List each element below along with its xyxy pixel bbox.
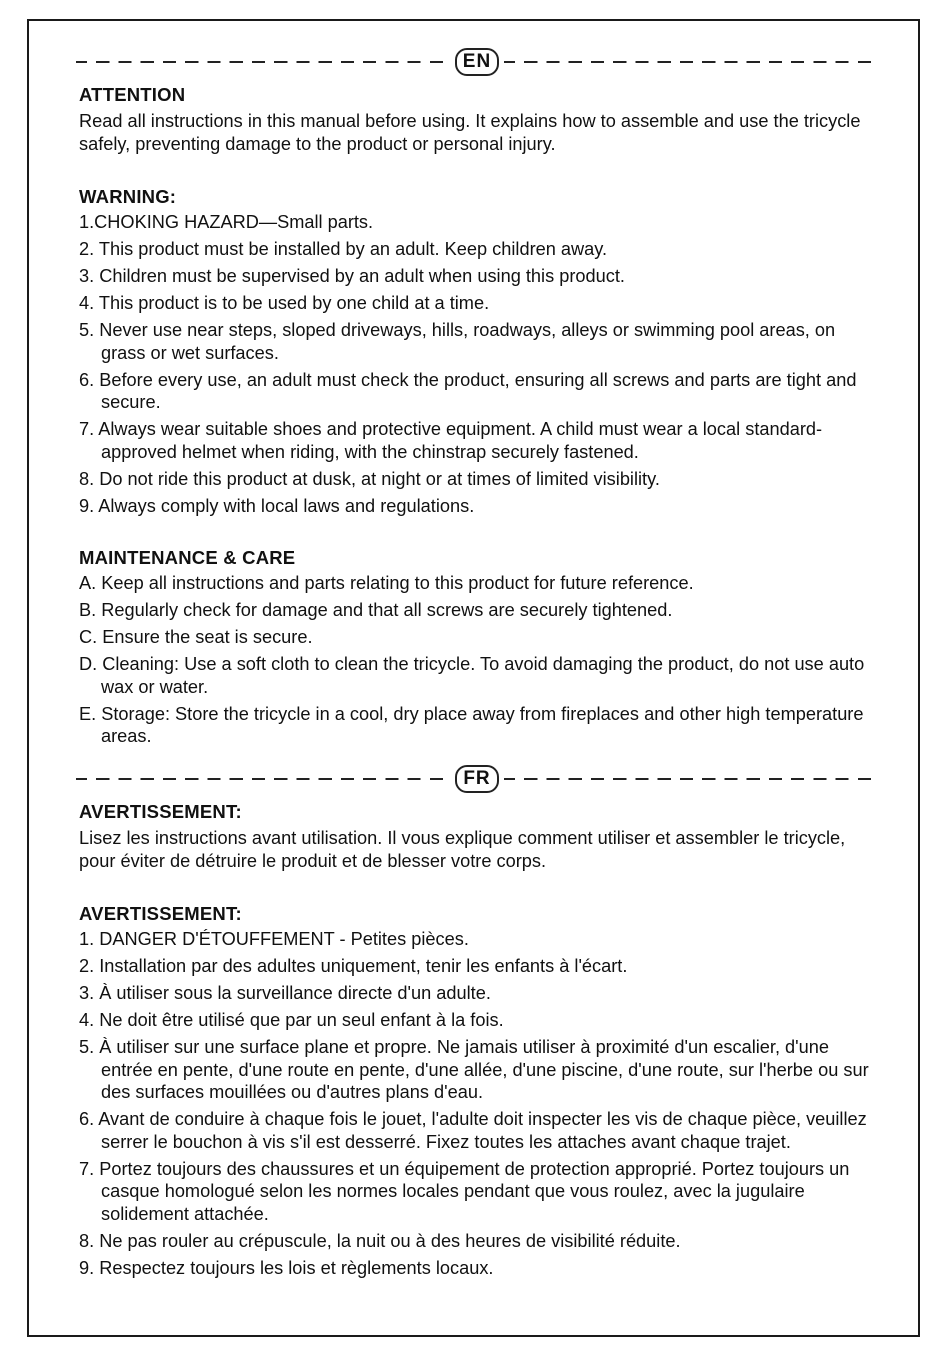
list-item: A. Keep all instructions and parts relating to this product for future reference.: [79, 573, 694, 593]
en-language-badge: EN: [455, 48, 499, 76]
list-item: 7. Always wear suitable shoes and protective equipment. A child must wear a local standard-approved helmet when riding, with the chinstrap securely fastened.: [79, 419, 823, 462]
list-item: 8. Ne pas rouler au crépuscule, la nuit ou à des heures de visibilité réduite.: [79, 1230, 681, 1251]
en-maintenance-section: [79, 547, 879, 752]
en-warning-section: [79, 186, 879, 522]
list-item: 3. À utiliser sous la surveillance directe d'un adulte.: [79, 983, 491, 1003]
en-attention-section: [79, 84, 879, 155]
divider-line-right: [504, 778, 876, 780]
fr-warning-list: [79, 928, 879, 1279]
list-item: 2. Installation par des adultes uniquement, tenir les enfants à l'écart.: [79, 956, 628, 976]
list-item: 5. Never use near steps, sloped driveways, hills, roadways, alleys or swimming pool areas, on grass or wet surfaces.: [79, 320, 836, 363]
fr-section-divider: [76, 765, 876, 793]
list-item: 4. Ne doit être utilisé que par un seul enfant à la fois.: [79, 1010, 504, 1030]
en-section-divider: [76, 48, 876, 76]
list-item: 9. Respectez toujours les lois et règlements locaux.: [79, 1257, 494, 1278]
fr-warning-section: [79, 903, 879, 1284]
list-item: B. Regularly check for damage and that all screws are securely tightened.: [79, 600, 673, 620]
fr-warning-heading: AVERTISSEMENT:: [79, 903, 242, 924]
list-item: E. Storage: Store the tricycle in a cool, dry place away from fireplaces and other high temperature areas.: [79, 703, 864, 746]
list-item: 1.CHOKING HAZARD—Small parts.: [79, 212, 374, 232]
list-item: 2. This product must be installed by an adult. Keep children away.: [79, 239, 608, 259]
list-item: 1. DANGER D'ÉTOUFFEMENT - Petites pièces.: [79, 929, 469, 949]
fr-language-badge: FR: [455, 765, 499, 793]
list-item: 4. This product is to be used by one child at a time.: [79, 293, 490, 313]
en-warning-heading: WARNING:: [79, 186, 177, 207]
list-item: 6. Before every use, an adult must check the product, ensuring all screws and parts are tight and secure.: [79, 369, 857, 412]
en-attention-heading: ATTENTION: [79, 84, 186, 105]
list-item: 8. Do not ride this product at dusk, at night or at times of limited visibility.: [79, 468, 660, 489]
list-item: 5. À utiliser sur une surface plane et propre. Ne jamais utiliser à proximité d'un escalier, d'une entrée en pente, d'une route en pente, d'une allée, d'une piscine, d'une route, sur l'herbe ou sur des surfaces mouillées ou d'autres plans d'eau.: [79, 1037, 869, 1102]
list-item: 9. Always comply with local laws and regulations.: [79, 495, 475, 516]
divider-line-right: [504, 61, 876, 63]
fr-attention-text: Lisez les instructions avant utilisation. Il vous explique comment utiliser et assembler le tricycle, pour éviter de détruire le produit et de blesser votre corps.: [79, 828, 846, 871]
divider-line-left: [76, 61, 448, 63]
fr-attention-heading: AVERTISSEMENT:: [79, 801, 242, 822]
list-item: D. Cleaning: Use a soft cloth to clean the tricycle. To avoid damaging the product, do not use auto wax or water.: [79, 654, 865, 697]
fr-attention-section: [79, 801, 879, 872]
list-item: C. Ensure the seat is secure.: [79, 627, 313, 647]
list-item: 6. Avant de conduire à chaque fois le jouet, l'adulte doit inspecter les vis de chaque pièce, veuillez serrer le bouchon à vis s'il est desserré. Fixez toutes les attaches avant chaque trajet.: [79, 1109, 867, 1152]
en-warning-list: [79, 211, 879, 517]
en-maintenance-list: [79, 572, 879, 748]
en-maintenance-heading: MAINTENANCE & CARE: [79, 547, 296, 568]
list-item: 3. Children must be supervised by an adult when using this product.: [79, 266, 625, 286]
divider-line-left: [76, 778, 448, 780]
list-item: 7. Portez toujours des chaussures et un équipement de protection approprié. Portez toujours un casque homologué selon les normes locales pendant que vous roulez, avec la jugulaire solidement attachée.: [79, 1158, 850, 1224]
en-attention-text: Read all instructions in this manual before using. It explains how to assemble and use the tricycle safely, preventing damage to the product or personal injury.: [79, 111, 861, 154]
